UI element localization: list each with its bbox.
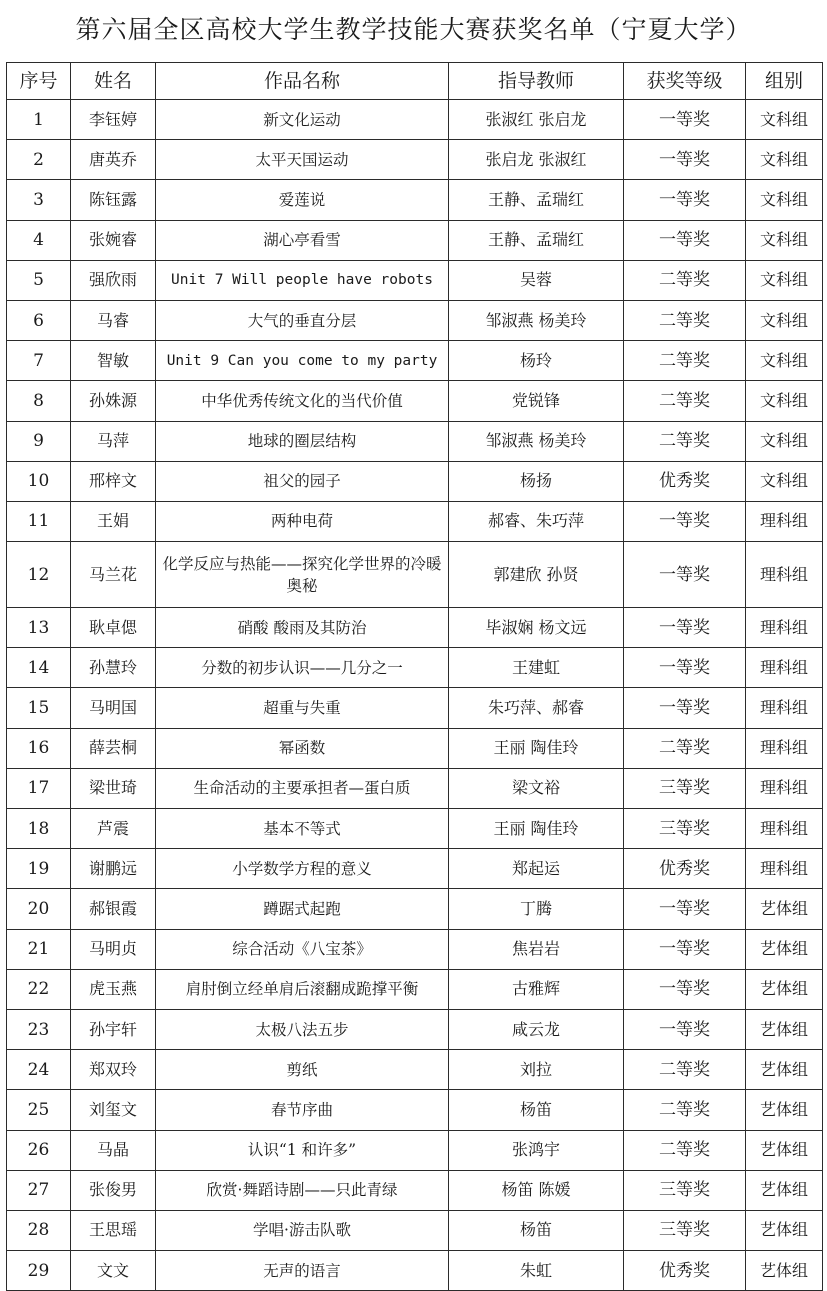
award-level: 优秀奖 — [624, 849, 746, 889]
row-number: 5 — [7, 260, 71, 300]
group-name: 文科组 — [746, 140, 823, 180]
group-name: 理科组 — [746, 809, 823, 849]
group-name: 艺体组 — [746, 1050, 823, 1090]
table-row — [7, 220, 823, 260]
advisor-name: 王建虹 — [449, 648, 624, 688]
advisor-name: 邹淑燕 杨美玲 — [449, 300, 624, 340]
group-name: 艺体组 — [746, 969, 823, 1009]
work-title: 太平天国运动 — [156, 140, 449, 180]
student-name: 梁世琦 — [71, 768, 156, 808]
row-number: 17 — [7, 768, 71, 808]
work-title: 新文化运动 — [156, 100, 449, 140]
work-title: 欣赏·舞蹈诗剧——只此青绿 — [156, 1170, 449, 1210]
table-row — [7, 809, 823, 849]
student-name: 刘玺文 — [71, 1090, 156, 1130]
group-name: 文科组 — [746, 180, 823, 220]
header-no: 序号 — [7, 63, 71, 100]
work-title: 中华优秀传统文化的当代价值 — [156, 381, 449, 421]
award-level: 一等奖 — [624, 688, 746, 728]
student-name: 谢鹏远 — [71, 849, 156, 889]
advisor-name: 丁腾 — [449, 889, 624, 929]
table-row — [7, 1170, 823, 1210]
work-title: 太极八法五步 — [156, 1009, 449, 1049]
table-row — [7, 180, 823, 220]
student-name: 李钰婷 — [71, 100, 156, 140]
table-row — [7, 501, 823, 541]
award-level: 一等奖 — [624, 648, 746, 688]
header-advisor: 指导教师 — [449, 63, 624, 100]
group-name: 艺体组 — [746, 889, 823, 929]
work-title: 学唱·游击队歌 — [156, 1210, 449, 1250]
row-number: 25 — [7, 1090, 71, 1130]
advisor-name: 张启龙 张淑红 — [449, 140, 624, 180]
row-number: 22 — [7, 969, 71, 1009]
group-name: 艺体组 — [746, 1210, 823, 1250]
group-name: 艺体组 — [746, 1251, 823, 1291]
row-number: 9 — [7, 421, 71, 461]
group-name: 理科组 — [746, 501, 823, 541]
advisor-name: 吴蓉 — [449, 260, 624, 300]
student-name: 陈钰露 — [71, 180, 156, 220]
advisor-name: 王静、孟瑞红 — [449, 220, 624, 260]
award-level: 一等奖 — [624, 608, 746, 648]
award-level: 二等奖 — [624, 728, 746, 768]
table-row — [7, 542, 823, 608]
award-level: 三等奖 — [624, 809, 746, 849]
row-number: 26 — [7, 1130, 71, 1170]
table-row — [7, 929, 823, 969]
row-number: 29 — [7, 1251, 71, 1291]
row-number: 10 — [7, 461, 71, 501]
advisor-name: 张鸿宇 — [449, 1130, 624, 1170]
work-title: 无声的语言 — [156, 1251, 449, 1291]
row-number: 20 — [7, 889, 71, 929]
student-name: 孙宇轩 — [71, 1009, 156, 1049]
student-name: 强欣雨 — [71, 260, 156, 300]
student-name: 唐英乔 — [71, 140, 156, 180]
table-row — [7, 300, 823, 340]
advisor-name: 朱巧萍、郝睿 — [449, 688, 624, 728]
award-level: 二等奖 — [624, 341, 746, 381]
student-name: 薛芸桐 — [71, 728, 156, 768]
advisor-name: 杨笛 陈媛 — [449, 1170, 624, 1210]
table-row — [7, 1009, 823, 1049]
student-name: 张俊男 — [71, 1170, 156, 1210]
row-number: 27 — [7, 1170, 71, 1210]
awards-table — [6, 62, 823, 1291]
row-number: 2 — [7, 140, 71, 180]
student-name: 张婉睿 — [71, 220, 156, 260]
table-row — [7, 768, 823, 808]
row-number: 28 — [7, 1210, 71, 1250]
work-title: 两种电荷 — [156, 501, 449, 541]
advisor-name: 毕淑娴 杨文远 — [449, 608, 624, 648]
student-name: 马萍 — [71, 421, 156, 461]
table-header-row — [7, 63, 823, 100]
advisor-name: 党锐锋 — [449, 381, 624, 421]
award-level: 三等奖 — [624, 1210, 746, 1250]
group-name: 文科组 — [746, 100, 823, 140]
work-title: 化学反应与热能——探究化学世界的冷暖奥秘 — [156, 542, 449, 608]
row-number: 8 — [7, 381, 71, 421]
student-name: 文文 — [71, 1251, 156, 1291]
group-name: 文科组 — [746, 300, 823, 340]
work-title: Unit 7 Will people have robots — [156, 260, 449, 300]
advisor-name: 邹淑燕 杨美玲 — [449, 421, 624, 461]
group-name: 理科组 — [746, 768, 823, 808]
table-row — [7, 608, 823, 648]
group-name: 理科组 — [746, 608, 823, 648]
student-name: 耿卓偲 — [71, 608, 156, 648]
table-row — [7, 1210, 823, 1250]
work-title: 幂函数 — [156, 728, 449, 768]
table-row — [7, 260, 823, 300]
row-number: 11 — [7, 501, 71, 541]
row-number: 23 — [7, 1009, 71, 1049]
group-name: 理科组 — [746, 849, 823, 889]
row-number: 21 — [7, 929, 71, 969]
table-row — [7, 728, 823, 768]
award-level: 一等奖 — [624, 140, 746, 180]
row-number: 18 — [7, 809, 71, 849]
student-name: 芦震 — [71, 809, 156, 849]
table-row — [7, 341, 823, 381]
student-name: 马睿 — [71, 300, 156, 340]
award-level: 优秀奖 — [624, 1251, 746, 1291]
header-group: 组别 — [746, 63, 823, 100]
advisor-name: 郑起运 — [449, 849, 624, 889]
work-title: 认识“1 和许多” — [156, 1130, 449, 1170]
row-number: 16 — [7, 728, 71, 768]
advisor-name: 朱虹 — [449, 1251, 624, 1291]
student-name: 孙慧玲 — [71, 648, 156, 688]
award-level: 二等奖 — [624, 260, 746, 300]
advisor-name: 张淑红 张启龙 — [449, 100, 624, 140]
table-row — [7, 381, 823, 421]
advisor-name: 杨笛 — [449, 1210, 624, 1250]
page-title: 第六届全区高校大学生教学技能大赛获奖名单（宁夏大学） — [75, 15, 752, 44]
row-number: 7 — [7, 341, 71, 381]
group-name: 文科组 — [746, 421, 823, 461]
award-level: 三等奖 — [624, 768, 746, 808]
row-number: 12 — [7, 542, 71, 608]
table-row — [7, 140, 823, 180]
student-name: 孙姝源 — [71, 381, 156, 421]
award-level: 优秀奖 — [624, 461, 746, 501]
advisor-name: 梁文裕 — [449, 768, 624, 808]
student-name: 虎玉燕 — [71, 969, 156, 1009]
group-name: 理科组 — [746, 648, 823, 688]
row-number: 4 — [7, 220, 71, 260]
work-title: 综合活动《八宝茶》 — [156, 929, 449, 969]
award-level: 一等奖 — [624, 1009, 746, 1049]
work-title: 地球的圈层结构 — [156, 421, 449, 461]
student-name: 郑双玲 — [71, 1050, 156, 1090]
award-level: 二等奖 — [624, 1090, 746, 1130]
student-name: 马明国 — [71, 688, 156, 728]
group-name: 文科组 — [746, 341, 823, 381]
work-title: 基本不等式 — [156, 809, 449, 849]
student-name: 郝银霞 — [71, 889, 156, 929]
row-number: 3 — [7, 180, 71, 220]
header-name: 姓名 — [71, 63, 156, 100]
group-name: 理科组 — [746, 728, 823, 768]
award-level: 一等奖 — [624, 501, 746, 541]
table-row — [7, 889, 823, 929]
student-name: 智敏 — [71, 341, 156, 381]
advisor-name: 郭建欣 孙贤 — [449, 542, 624, 608]
student-name: 邢梓文 — [71, 461, 156, 501]
group-name: 文科组 — [746, 461, 823, 501]
table-row — [7, 1050, 823, 1090]
work-title: 大气的垂直分层 — [156, 300, 449, 340]
award-level: 一等奖 — [624, 889, 746, 929]
award-level: 二等奖 — [624, 1050, 746, 1090]
group-name: 文科组 — [746, 220, 823, 260]
work-title: 剪纸 — [156, 1050, 449, 1090]
group-name: 理科组 — [746, 542, 823, 608]
advisor-name: 杨笛 — [449, 1090, 624, 1130]
advisor-name: 王静、孟瑞红 — [449, 180, 624, 220]
row-number: 13 — [7, 608, 71, 648]
row-number: 24 — [7, 1050, 71, 1090]
award-level: 二等奖 — [624, 381, 746, 421]
award-level: 一等奖 — [624, 542, 746, 608]
work-title: 生命活动的主要承担者—蛋白质 — [156, 768, 449, 808]
work-title: Unit 9 Can you come to my party — [156, 341, 449, 381]
table-row — [7, 1251, 823, 1291]
award-level: 二等奖 — [624, 1130, 746, 1170]
work-title: 肩肘倒立经单肩后滚翻成跪撑平衡 — [156, 969, 449, 1009]
table-body — [7, 100, 823, 1291]
work-title: 爱莲说 — [156, 180, 449, 220]
row-number: 15 — [7, 688, 71, 728]
award-level: 一等奖 — [624, 969, 746, 1009]
group-name: 艺体组 — [746, 1009, 823, 1049]
advisor-name: 王丽 陶佳玲 — [449, 809, 624, 849]
table-row — [7, 461, 823, 501]
work-title: 蹲踞式起跑 — [156, 889, 449, 929]
student-name: 王思瑶 — [71, 1210, 156, 1250]
group-name: 艺体组 — [746, 1130, 823, 1170]
table-row — [7, 421, 823, 461]
row-number: 19 — [7, 849, 71, 889]
row-number: 14 — [7, 648, 71, 688]
award-level: 二等奖 — [624, 300, 746, 340]
award-level: 一等奖 — [624, 100, 746, 140]
student-name: 王娟 — [71, 501, 156, 541]
work-title: 硝酸 酸雨及其防治 — [156, 608, 449, 648]
award-level: 一等奖 — [624, 180, 746, 220]
group-name: 艺体组 — [746, 929, 823, 969]
student-name: 马明贞 — [71, 929, 156, 969]
advisor-name: 古雅辉 — [449, 969, 624, 1009]
advisor-name: 焦岩岩 — [449, 929, 624, 969]
award-level: 二等奖 — [624, 421, 746, 461]
row-number: 1 — [7, 100, 71, 140]
advisor-name: 郝睿、朱巧萍 — [449, 501, 624, 541]
group-name: 艺体组 — [746, 1170, 823, 1210]
row-number: 6 — [7, 300, 71, 340]
table-row — [7, 1090, 823, 1130]
advisor-name: 刘拉 — [449, 1050, 624, 1090]
group-name: 艺体组 — [746, 1090, 823, 1130]
award-level: 一等奖 — [624, 929, 746, 969]
advisor-name: 杨玲 — [449, 341, 624, 381]
group-name: 文科组 — [746, 381, 823, 421]
table-row — [7, 648, 823, 688]
table-row — [7, 1130, 823, 1170]
award-level: 三等奖 — [624, 1170, 746, 1210]
work-title: 祖父的园子 — [156, 461, 449, 501]
work-title: 湖心亭看雪 — [156, 220, 449, 260]
header-award: 获奖等级 — [624, 63, 746, 100]
award-level: 一等奖 — [624, 220, 746, 260]
table-row — [7, 849, 823, 889]
advisor-name: 咸云龙 — [449, 1009, 624, 1049]
header-work: 作品名称 — [156, 63, 449, 100]
table-row — [7, 969, 823, 1009]
work-title: 小学数学方程的意义 — [156, 849, 449, 889]
table-row — [7, 100, 823, 140]
work-title: 分数的初步认识——几分之一 — [156, 648, 449, 688]
group-name: 理科组 — [746, 688, 823, 728]
table-row — [7, 688, 823, 728]
advisor-name: 杨扬 — [449, 461, 624, 501]
work-title: 春节序曲 — [156, 1090, 449, 1130]
advisor-name: 王丽 陶佳玲 — [449, 728, 624, 768]
work-title: 超重与失重 — [156, 688, 449, 728]
student-name: 马兰花 — [71, 542, 156, 608]
student-name: 马晶 — [71, 1130, 156, 1170]
group-name: 文科组 — [746, 260, 823, 300]
